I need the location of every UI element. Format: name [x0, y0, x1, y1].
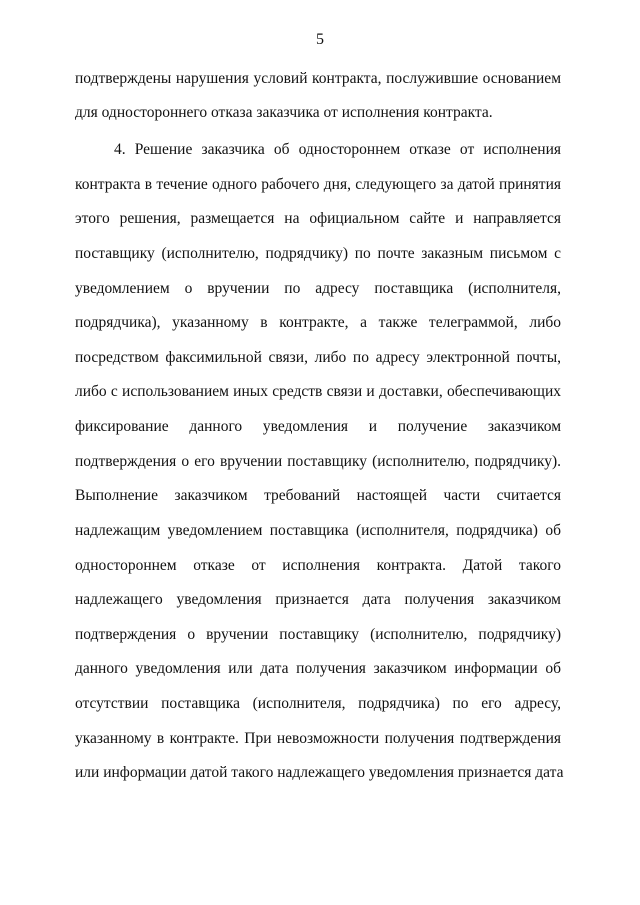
text-line: подтверждения о вручении поставщику (исполнителю, подрядчику) [75, 626, 561, 643]
text-line: контракта в течение одного рабочего дня, следующего за датой принятия [75, 176, 561, 193]
text-line: подтверждены нарушения условий контракта, послужившие основанием [75, 70, 561, 87]
text-line: 4. Решение заказчика об одностороннем отказе от исполнения [114, 141, 561, 158]
text-line: поставщику (исполнителю, подрядчику) по почте заказным письмом с [75, 245, 561, 262]
text-line: посредством факсимильной связи, либо по адресу электронной почты, [75, 349, 561, 366]
text-line: или информации датой такого надлежащего уведомления признается дата [75, 764, 564, 781]
text-line: надлежащим уведомлением поставщика (исполнителя, подрядчика) об [75, 522, 561, 539]
text-line: этого решения, размещается на официальном сайте и направляется [75, 210, 561, 227]
text-line: одностороннем отказе от исполнения контракта. Датой такого [75, 557, 561, 574]
text-line: либо с использованием иных средств связи и доставки, обеспечивающих [75, 383, 561, 400]
text-line: Выполнение заказчиком требований настоящей части считается [75, 487, 561, 504]
text-line: фиксирование данного уведомления и получение заказчиком [75, 418, 561, 435]
page-number: 5 [316, 31, 324, 48]
text-line: отсутствии поставщика (исполнителя, подрядчика) по его адресу, [75, 695, 561, 712]
text-line: уведомлением о вручении по адресу поставщика (исполнителя, [75, 280, 561, 297]
text-line: указанному в контракте. При невозможности получения подтверждения [75, 730, 561, 747]
text-line: надлежащего уведомления признается дата получения заказчиком [75, 591, 561, 608]
text-line: подтверждения о его вручении поставщику (исполнителю, подрядчику). [75, 453, 561, 470]
text-line: данного уведомления или дата получения заказчиком информации об [75, 660, 561, 677]
text-line: подрядчика), указанному в контракте, а также телеграммой, либо [75, 314, 561, 331]
text-line: для одностороннего отказа заказчика от исполнения контракта. [75, 104, 493, 121]
